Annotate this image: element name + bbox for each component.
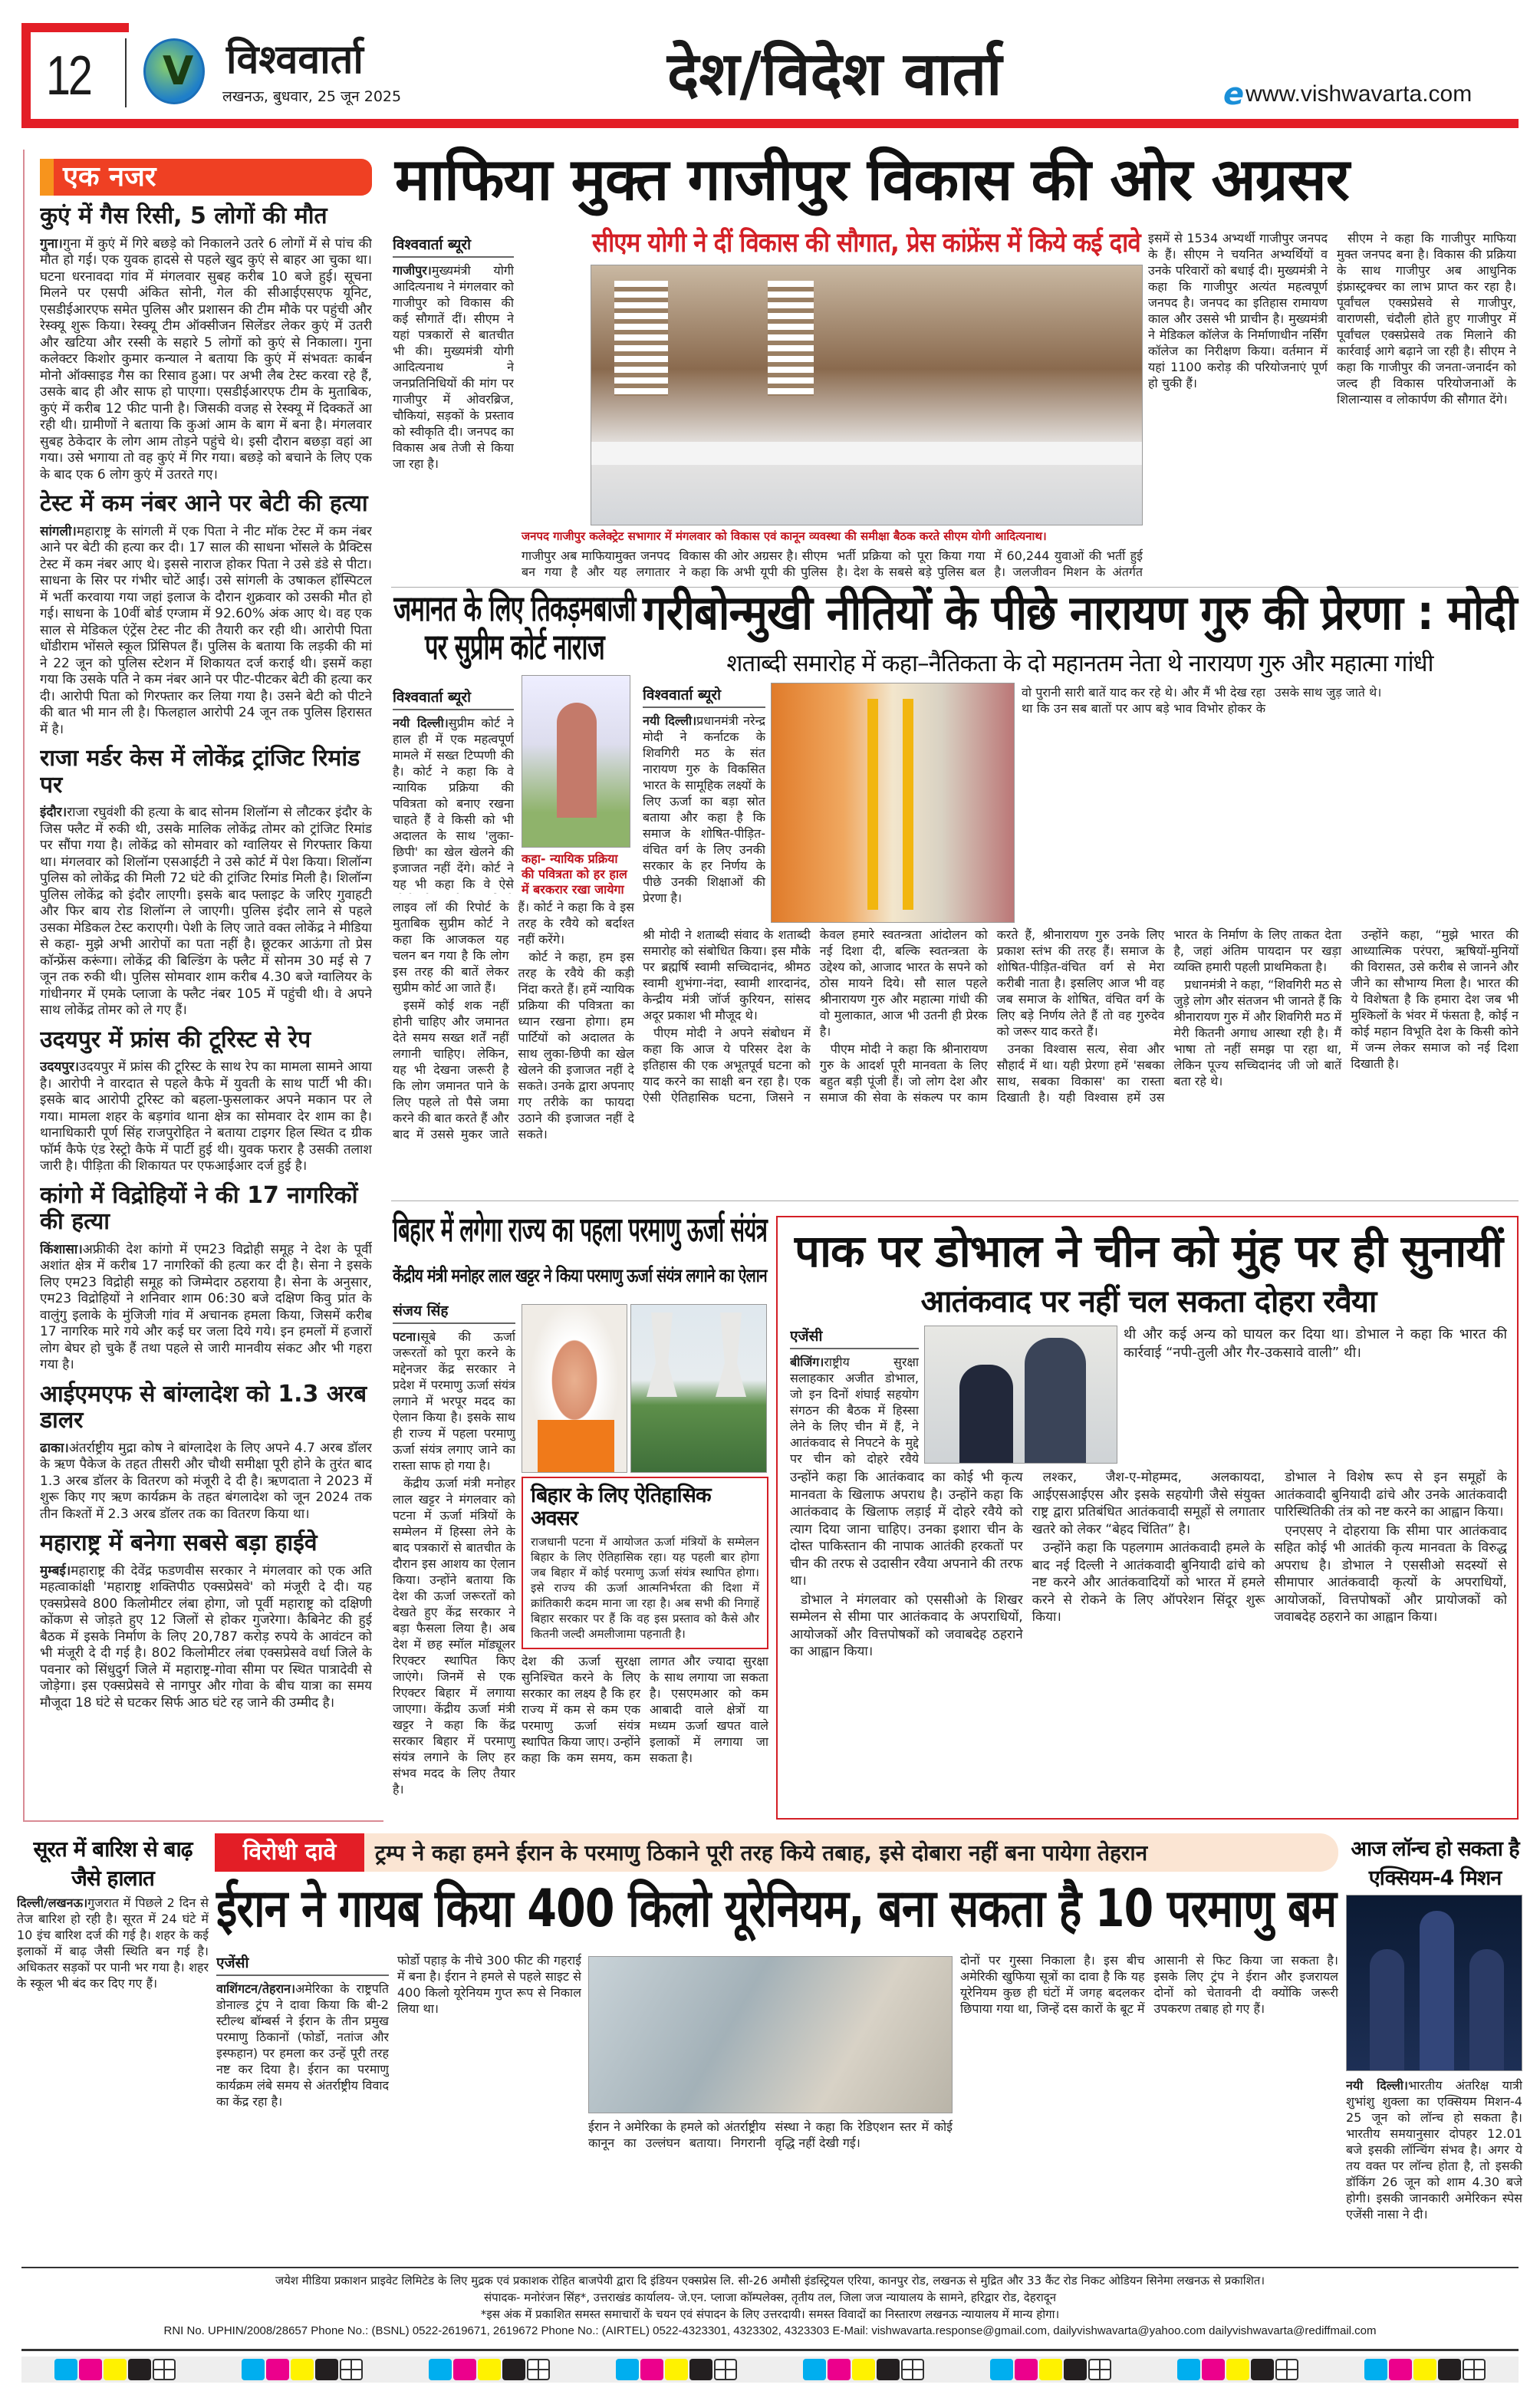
story-paragraph: श्री मोदी ने शताब्दी संवाद के शताब्दी समारोह को संबोधित किया। इस मौके पर ब्रह्मर्षि स्वामी सच्चिदानंद, श्रीमठ स्वामी शुभंगा-नंदा, स्वामी शारदानंद, केन्द्रीय मंत्री जॉर्ज कुरियन, सांसद अदूर प्रकाश भी मौजूद थे। xyxy=(643,927,811,1023)
story-paragraph: नयी दिल्ली।प्रधानमंत्री नरेन्द्र मोदी ने कर्नाटक के शिवगिरी मठ के संत नारायण गुरु के विकसित भारत के सामूहिक लक्ष्यों के लिए ऊर्जा का बड़ा स्रोत बताया और कहा है कि समाज के शोषित-पीड़ित-वंचित वर्ग के लिए उनकी सरकार के हर निर्णय के पीछे उनकी शिक्षाओं की प्रेरणा है। xyxy=(643,713,765,905)
lead-right-columns xyxy=(1148,230,1516,583)
header-red-left-bar xyxy=(21,23,31,128)
dobhal-wang-yi-photo xyxy=(924,1326,1117,1464)
story-paragraph: देश की ऊर्जा सुरक्षा सुनिश्चित करने के लिए सरकार का लक्ष्य है कि हर राज्य में कम से कम एक परमाणु ऊर्जा संयंत्र स्थापित किया जाए। उन्होंने कहा कि कम समय, कम लागत और ज्यादा सुरक्षा के साथ लगाया जा सकता है। एसएमआर को कम आबादी वाले क्षेत्रों या मध्यम ऊर्जा खपत वाले इलाकों में लगाया जा सकता है। xyxy=(522,1654,768,1765)
byline: एजेंसी xyxy=(790,1326,919,1349)
byline: विश्ववार्ता ब्यूरो xyxy=(393,687,514,710)
story-paragraph: एनएसए ने दोहराया कि सीमा पार आतंकवाद सहित कोई भी आतंकी कृत्य मानवता के विरुद्ध अपराध है। डोभाल ने एससीओ सदस्यों से सीमापार आतंकवादी कृत्यों के अपराधियों, आयोजकों, वित्तपोषकों और प्रायोजकों को जवाबदेह ठहराने का आह्वान किया। xyxy=(1274,1523,1507,1625)
ek-nazar-story-title: महाराष्ट्र में बनेगा सबसे बड़ा हाईवे xyxy=(40,1530,318,1556)
surat-body xyxy=(17,1895,209,2263)
story-paragraph: नयी दिल्ली।भारतीय अंतरिक्ष यात्री शुभांशु शुक्ला का एक्सियम मिशन-4 25 जून को लॉन्च हो सकता है। भारतीय समयानुसार दोपहर 12.01 बजे इसकी लॉन्चिंग संभव है। अगर ये तय वक्त पर लॉन्च होता है, तो इसकी डॉकिंग 26 जून को शाम 4.30 बजे होगी। इसकी जानकारी अमेरिकन स्पेस एजेंसी नासा ने दी। xyxy=(1346,2078,1522,2222)
axiom-body xyxy=(1346,2077,1522,2263)
modi-left-column xyxy=(643,684,765,922)
byline: संजय सिंह xyxy=(393,1300,515,1324)
story-paragraph: डोभाल ने मंगलवार को एससीओ के शिखर सम्मेलन से सीमा पार आतंकवाद के अपराधियों, आयोजकों और वित्तपोषकों को जवाबदेह ठहराने का आह्वान किया। xyxy=(790,1592,1023,1659)
story-paragraph: वो पुरानी सारी बातें याद कर रहे थे। और मैं भी देख रहा था कि उन सब बातों पर आप बड़े भाव विभोर होकर के उसके साथ जुड़ जाते थे। xyxy=(1022,685,1382,716)
color-swatch xyxy=(478,2359,501,2380)
color-swatch-group xyxy=(1177,2359,1298,2380)
ek-nazar-frame-bottom xyxy=(23,1820,383,1822)
ek-nazar-story-body xyxy=(40,524,372,739)
axiom-crew-photo xyxy=(1346,1895,1522,2071)
story-paragraph: थी और कई अन्य को घायल कर दिया था। डोभाल ने कहा कि भारत की कार्रवाई “नपी-तुली और गैर-उकसावे वाली” थी। xyxy=(1124,1326,1507,1361)
color-swatch xyxy=(665,2359,688,2380)
color-swatch-group xyxy=(242,2359,363,2380)
color-swatch xyxy=(1389,2359,1412,2380)
dateline: किंशासा। xyxy=(40,1241,83,1257)
color-swatch-group xyxy=(990,2359,1111,2380)
color-swatch xyxy=(640,2359,663,2380)
lead-photo-caption: जनपद गाजीपुर कलेक्ट्रेट सभागार में मंगलवार को विकास एवं कानून व्यवस्था की समीक्षा बैठक करते सीएम योगी आदित्यनाथ। xyxy=(522,529,1047,543)
modi-photo xyxy=(771,683,1015,923)
color-swatch xyxy=(79,2359,102,2380)
imprint-line-4: RNI No. UPHIN/2008/28657 Phone No.: (BSNL) 0522-2619671, 2619672 Phone No.: (AIRTEL) 0522-4323301, 4323302, 4323303 E-Mail: vishwavarta.response@gmail.com, dailyvishwavarta@yahoo.com dailyvishwavarta@rediffmail.com xyxy=(163,2324,1377,2337)
ek-nazar-story-title: कुएं में गैस रिसी, 5 लोगों की मौत xyxy=(40,203,327,229)
story-paragraph: ढाका।अंतर्राष्ट्रीय मुद्रा कोष ने बांग्लादेश के लिए अपने 4.7 अरब डॉलर के ऋण पैकेज के तहत तीसरी और चौथी समीक्षा पूरी होने के तुरंत बाद 1.3 अरब डॉलर के वितरण को मंजूरी दे दी है। ऋणदाता ने 2023 में शुरू किए गए ऋण कार्यक्रम के तहत बंगलादेश को जून 2024 तक तीन किश्तों में 2.3 अरब डॉलर तक का वितरण किया था। xyxy=(40,1440,372,1522)
sc-body xyxy=(393,899,634,1191)
dateline: इंदौर। xyxy=(40,805,67,820)
ek-nazar-story-title: आईएमएफ से बांग्लादेश को 1.3 अरब डालर xyxy=(40,1380,367,1434)
color-swatch xyxy=(242,2359,265,2380)
story-paragraph: इसमें कोई शक नहीं होनी चाहिए और जमानत देते समय सख्त शर्तें नहीं लगानी चाहिए। लेकिन, यह भी देखना जरूरी है कि लोग जमानत पाने के लिए पहले तो पैसे जमा करने की बात करते हैं और बाद में उससे मुकर जाते हैं। कोर्ट ने कहा कि वे इस तरह के रवैये को बर्दाश्त नहीं करेंगे। xyxy=(393,900,634,1141)
color-swatch xyxy=(1064,2359,1087,2380)
color-swatch-group xyxy=(54,2359,176,2380)
color-swatch xyxy=(803,2359,826,2380)
ek-nazar-story-title: उदयपुर में फ्रांस की टूरिस्ट से रेप xyxy=(40,1026,311,1053)
website-link[interactable]: e www.vishwavarta.com xyxy=(1223,77,1473,112)
lead-headline: माफिया मुक्त गाजीपुर विकास की ओर अग्रसर xyxy=(395,145,1349,213)
color-swatch xyxy=(990,2359,1013,2380)
khattar-photo xyxy=(522,1304,627,1473)
iran-headline: ईरान ने गायब किया 400 किलो यूरेनियम, बना सकता है 10 परमाणु बम xyxy=(216,1879,1337,1939)
color-swatch xyxy=(453,2359,476,2380)
color-swatch xyxy=(877,2359,900,2380)
iran-under-photo xyxy=(588,2119,953,2263)
dateline: उदयपुर। xyxy=(40,1059,80,1075)
color-swatch xyxy=(1226,2359,1249,2380)
bihar-box-title: बिहार के लिए ऐतिहासिक अवसर xyxy=(531,1484,711,1530)
imprint xyxy=(21,2272,1519,2340)
registration-mark-icon xyxy=(714,2359,737,2380)
color-swatch xyxy=(291,2359,314,2380)
story-paragraph: पीएम मोदी ने अपने संबोधन में कहा कि आज ये परिसर देश के इतिहास की एक अभूतपूर्व घटना को याद करने का साक्षी बन रहा है। एक ऐसी ऐतिहासिक घटना, जिसने न केवल हमारे स्वतन्त्रता आंदोलन को नई दिशा दी, बल्कि स्वतन्त्रता के उद्देश्य को, आजाद भारत के सपने को ठोस मायने दिये। सौ साल पहले श्रीनारायण गुरु और महात्मा गांधी की वो मुलाकात, आज भी उतनी ही प्रेरक है। xyxy=(643,927,988,1105)
color-swatch xyxy=(429,2359,452,2380)
registration-mark-icon xyxy=(153,2359,176,2380)
byline: विश्ववार्ता ब्यूरो xyxy=(643,684,765,708)
imprint-line-3: *इस अंक में प्रकाशित समस्त समाचारों के चयन एवं संपादन के लिए उत्तरदायी। समस्त विवादों का निस्तारण लखनऊ न्यायालय में मान्य होगा। xyxy=(480,2307,1060,2321)
story-paragraph: वाशिंगटन/तेहरान।अमेरिका के राष्ट्रपति डोनाल्ड ट्रंप ने दावा किया कि बी-2 स्टील्थ बॉम्बर्स ने ईरान के तीन प्रमुख परमाणु ठिकानों (फोर्डो, नतांज और इस्फहान) पर हमला कर उन्हें पूरी तरह नष्ट कर दिया है। ईरान का परमाणु कार्यक्रम लंबे समय से अंतर्राष्ट्रीय विवाद का केंद्र रहा है। xyxy=(216,1981,389,2109)
ek-nazar-story-body xyxy=(40,805,372,1019)
dobhal-left-column xyxy=(790,1326,919,1465)
ek-nazar-story-body xyxy=(40,236,372,484)
dateline: गाजीपुर। xyxy=(393,263,432,278)
byline: विश्ववार्ता ब्यूरो xyxy=(393,234,514,258)
registration-mark-icon xyxy=(1275,2359,1298,2380)
modi-body xyxy=(643,927,1519,1191)
ek-nazar-frame xyxy=(23,150,25,1822)
lead-body-under-photo xyxy=(522,548,1143,585)
ek-nazar-story-body xyxy=(40,1242,372,1374)
story-paragraph: मुम्बई।महाराष्ट्र की देवेंद्र फडणवीस सरकार ने मंगलवार को एक अति महत्वाकांक्षी 'महाराष्ट्र शक्तिपीठ एक्सप्रेसवे' को मंजूरी दे दी। यह एक्सप्रेसवे 800 किलोमीटर लंबा होगा, जो पूर्वी महाराष्ट्र को दक्षिणी कोंकण से जोड़ते हुए 12 जिलों से होकर गुजरेगा। कैबिनेट की हुई बैठक में इसके निर्माण के लिए 20,787 करोड़ रुपये के आवंटन को भी मंजूरी दे दी गई है। 802 किलोमीटर लंबा एक्सप्रेसवे वर्धा जिले के पवनार को सिंधुदुर्ग जिले में महाराष्ट्र-गोवा सीमा पर स्थित पात्रादेवी से जोड़ेगा। इस एक्सप्रेसवे से नागपुर और गोवा के बीच यात्रा का समय मौजूदा 18 घंटे से घटकर सिर्फ आठ घंटे रह जाने की उम्मीद है। xyxy=(40,1563,372,1711)
story-paragraph: दिल्ली/लखनऊ।गुजरात में पिछले 2 दिन से तेज बारिश हो रही है। सूरत में 24 घंटे में 10 इंच बारिश दर्ज की गई है। शहर के कई इलाकों में बाढ़ जैसी स्थिति बन गई है। अधिकतर सड़कों पर पानी भर गया है। शहर के स्कूल भी बंद कर दिए गए हैं। xyxy=(17,1895,209,1991)
iran-column-2 xyxy=(397,1952,581,2263)
color-swatch xyxy=(266,2359,289,2380)
story-paragraph: किंशासा।अफ्रीकी देश कांगो में एम23 विद्रोही समूह ने देश के पूर्वी अशांत क्षेत्र में करीब 17 नागरिकों की हत्या कर दी है। सेना ने इसके लिए एम23 विद्रोही समूह को जिम्मेदार ठहराया है। सेना के अनुसार, एम23 विद्रोहियों ने शनिवार शाम 06:30 बजे दक्षिण किवु प्रांत के वालुंगु इलाके के मुंजिजी गांव में अचानक हमला किया, जिसमें करीब 17 नागरिक मारे गये और कई घर जला दिये गये। इन हमलों में हजारों लोग बेघर हो चुके हैं तथा पहले से जारी मानवीय संकट और भी गहरा गया है। xyxy=(40,1241,372,1372)
sc-photo-supreme-court xyxy=(522,675,630,848)
modi-right-columns xyxy=(1022,684,1519,922)
dobhal-headline: पाक पर डोभाल ने चीन को मुंह पर ही सुनायीं xyxy=(795,1225,1502,1277)
ek-nazar-story-body xyxy=(40,1563,372,1712)
dateline: नयी दिल्ली। xyxy=(1346,2078,1408,2093)
story-paragraph: डोभाल ने विशेष रूप से इन समूहों के आतंकवादी बुनियादी ढांचे और उनके आतंकवादी पारिस्थितिकी तंत्र को नष्ट करने का आह्वान किया। xyxy=(1274,1470,1507,1520)
registration-mark-icon xyxy=(901,2359,924,2380)
ek-nazar-story-title: टेस्ट में कम नंबर आने पर बेटी की हत्या xyxy=(40,490,368,517)
divider xyxy=(391,1200,1519,1201)
paper-name: विश्ववार्ता xyxy=(226,37,364,83)
story-paragraph: प्रधानमंत्री ने कहा, “शिवगिरी मठ से जुड़े लोग और संतजन भी जानते हैं कि श्रीनारायण गुरु में और शिवगिरी मठ में मेरी कितनी अगाध आस्था रही है। मैं भाषा तो नहीं समझ पा रहा था, लेकिन पूज्य सच्चिदानंद जी जो बातें बता रहे थे। xyxy=(1173,977,1342,1089)
story-paragraph: बीजिंग।राष्ट्रीय सुरक्षा सलाहकार अजीत डोभाल, जो इन दिनों शंघाई सहयोग संगठन की बैठक में हिस्सा लेने के लिए चीन में हैं, ने आतंकवाद से निपटने के मुद्दे पर चीन को दोहरे रवैये xyxy=(790,1355,919,1465)
color-swatch xyxy=(616,2359,639,2380)
footer-rule-2 xyxy=(21,2349,1519,2351)
story-paragraph: लाइव लॉ की रिपोर्ट के मुताबिक सुप्रीम कोर्ट ने कहा कि आजकल यह चलन बन गया है कि लोग इस तरह की बातें लेकर सुप्रीम कोर्ट आ जाते हैं। xyxy=(393,900,509,995)
color-swatch xyxy=(1015,2359,1038,2380)
dateline: सांगली। xyxy=(40,523,77,539)
dateline: दिल्ली/लखनऊ। xyxy=(17,1895,88,1910)
iran-kicker-bar xyxy=(215,1833,1338,1872)
color-swatch xyxy=(128,2359,151,2380)
color-swatch-group xyxy=(803,2359,924,2380)
browser-e-icon: e xyxy=(1223,77,1245,112)
ek-nazar-story-body xyxy=(40,1441,372,1523)
iran-right-columns xyxy=(960,1952,1338,2263)
modi-subheadline: शताब्दी समारोह में कहा–नैतिकता के दो महानतम नेता थे नारायण गुरु और महात्मा गांधी xyxy=(726,650,1433,677)
color-swatch xyxy=(1364,2359,1387,2380)
story-paragraph: फोर्डो पहाड़ के नीचे 300 फीट की गहराई में बना है। ईरान ने हमले से पहले साइट से 400 किलो यूरेनियम गुप्त रूप से निकाल लिया था। xyxy=(397,1953,581,2016)
color-swatch-group xyxy=(616,2359,737,2380)
story-paragraph: नयी दिल्ली।सुप्रीम कोर्ट ने हाल ही में एक महत्वपूर्ण मामले में सख्त टिप्पणी की है। कोर्ट ने कहा कि वे न्यायिक प्रक्रिया की पवित्रता को बनाए रखना चाहते हैं वे किसी को भी अदालत के साथ 'लुका-छिपी' का खेल खेलने की इजाजत नहीं देंगे। कोर्ट ने यह भी कहा कि वे ऐसे xyxy=(393,716,514,891)
imprint-line-2: संपादक- मनोरंजन सिंह*, उत्तराखंड कार्यालय- जे.एन. प्लाजा कॉम्पलेक्स, तृतीय तल, जिला जज न्यायालय के सामने, हरिद्वार रोड, देहरादून xyxy=(483,2291,1057,2304)
bihar-subheadline: केंद्रीय मंत्री मनोहर लाल खट्टर ने किया परमाणु ऊर्जा संयंत्र लगाने का ऐलान xyxy=(393,1265,767,1286)
bihar-box-text: राजधानी पटना में आयोजत ऊर्जा मंत्रियों के सम्मेलन बिहार के लिए ऐतिहासिक रहा। यह पहली बार होगा जब बिहार में कोई परमाणु ऊर्जा संयंत्र स्थापित होगा। इसे राज्य की ऊर्जा आत्मनिर्भरता की दिशा में क्रांतिकारी कदम माना जा रहा है। अब सभी की निगाहें बिहार सरकार पर हैं कि वह इस प्रस्ताव को कैसे और कितनी जल्दी अमलीजामा पहनाती है। xyxy=(531,1535,759,1642)
story-paragraph: सांगली।महाराष्ट्र के सांगली में एक पिता ने नीट मॉक टेस्ट में कम नंबर आने पर बेटी की हत्या कर दी। 17 साल की साधना भोंसले के प्रैक्टिस टेस्ट में कम नंबर आए थे। इससे नाराज होकर पिता ने उसे डंडे से पीटा। साधना के सिर पर गंभीर चोटें आईं। उसे सांगली के उषाकल हॉस्पिटल में भर्ती करवाया गया जहां इलाज के दौरान शुक्रवार को उसकी मौत हो गई। साधना के 10वीं बोर्ड एग्जाम में 92.60% अंक आए थे। वह एक साल से मेडिकल एंट्रेंस टेस्ट नीट की तैयारी कर रही थी। आरोपी पिता धोंडीराम भोंसले स्कूल प्रिंसिपल हैं। पुलिस के बताया कि लड़की की मां ने 22 जून को पुलिस स्टेशन में शिकायत दर्ज कराई थी। इसमें कहा गया कि उसके पति ने कम नंबर आने पर पीट-पीटकर बेटी की हत्या कर दी। आरोपी पिता को गिरफ्तार कर लिया गया है। उसने बेटी को पीटने की बात भी मान ली है। फिलहाल आरोपी 24 जून तक पुलिस हिरासत में है। xyxy=(40,523,372,737)
imprint-line-1: जयेश मीडिया प्रकाशन प्राइवेट लिमिटेड के लिए मुद्रक एवं प्रकाशक रोहित बाजपेयी द्वारा दि इंडियन एक्सप्रेस लि. सी-26 अमौसी इंडस्ट्रियल एरिया, कानपुर रोड, लखनऊ से मुद्रित और 33 कैंट रोड निकट ओडियन सिनेमा लखनऊ से प्रकाशित। xyxy=(275,2274,1265,2287)
color-swatch xyxy=(104,2359,127,2380)
ek-nazar-story-title: राजा मर्डर केस में लोकेंद्र ट्रांजिट रिमांड पर xyxy=(40,745,360,799)
dateline: पटना। xyxy=(393,1329,421,1344)
nuclear-plant-photo xyxy=(630,1304,767,1473)
registration-mark-icon xyxy=(1088,2359,1111,2380)
color-swatch xyxy=(1251,2359,1274,2380)
page-number: 12 xyxy=(46,45,90,107)
ek-nazar-label: एक नजर xyxy=(40,159,372,196)
bihar-body xyxy=(522,1653,768,1818)
sc-headline: जमानत के लिए तिकड़मबाजी पर सुप्रीम कोर्ट नाराज xyxy=(393,588,636,667)
lead-left-column xyxy=(393,234,514,541)
story-paragraph: सीएम ने कहा कि गाजीपुर माफिया मुक्त जनपद बना है। विकास की प्रक्रिया के साथ गाजीपुर अब आधुनिक इंफ्रास्ट्रक्चर का लाभ प्राप्त कर रहा है। पूर्वांचल एक्सप्रेसवे से गाजीपुर, वाराणसी, चंदौली होते हुए गाजीपुर में पूर्वांचल एक्सप्रेसवे तक मिलाने की कार्रवाई आगे बढ़ाने जा रही है। सीएम ने कहा कि गाजीपुर की जनता-जनार्दन को जल्द ही विकास परियोजनाओं के शिलान्यास व लोकार्पण की सौगात देंगे। xyxy=(1337,231,1516,407)
color-swatch xyxy=(54,2359,77,2380)
registration-mark-icon xyxy=(527,2359,550,2380)
dateline: मुम्बई। xyxy=(40,1563,71,1579)
color-swatch xyxy=(689,2359,712,2380)
axiom-headline: आज लॉन्च हो सकता है एक्सियम-4 मिशन xyxy=(1351,1837,1519,1890)
dateline: नयी दिल्ली। xyxy=(643,713,697,728)
color-swatch-group xyxy=(429,2359,550,2380)
color-swatch xyxy=(1438,2359,1461,2380)
color-swatch-group xyxy=(1364,2359,1486,2380)
story-paragraph: पीएम मोदी ने कहा कि श्रीनारायण गुरु के आदर्श पूरी मानवता के लिए बहुत बड़ी पूंजी हैं। जो लोग देश और समाज की सेवा के संकल्प पर काम करते हैं, श्रीनारायण गुरु उनके लिए प्रकाश स्तंभ की तरह हैं। समाज के शोषित-पीड़ित-वंचित वर्ग से मेरा करीबी नाता है। इसलिए आज भी वह जब समाज के शोषित, वंचित वर्ग के लिए बड़े निर्णय लेते हैं तो वह गुरुदेव को जरूर याद करते हैं। xyxy=(819,927,1165,1105)
ek-nazar-story-title: कांगो में विद्रोहियों ने की 17 नागरिकों की हत्या xyxy=(40,1181,358,1235)
bihar-headline: बिहार में लगेगा राज्य का पहला परमाणु ऊर्जा संयंत्र xyxy=(393,1210,768,1250)
ek-nazar-story-body xyxy=(40,1059,372,1175)
logo-icon: V xyxy=(143,38,205,104)
header-date: लखनऊ, बुधवार, 25 जून 2025 xyxy=(222,88,402,105)
dobhal-right-column xyxy=(1124,1326,1507,1465)
lead-photo-press-meeting xyxy=(591,265,1143,525)
registration-mark-icon xyxy=(1463,2359,1486,2380)
sc-left-column xyxy=(393,687,514,894)
dobhal-subheadline: आतंकवाद पर नहीं चल सकता दोहरा रवैया xyxy=(920,1284,1377,1319)
story-paragraph: गाजीपुर।मुख्यमंत्री योगी आदित्यनाथ ने मंगलवार को गाजीपुर को विकास की कई सौगातें दीं। सीएम ने यहां पत्रकारों से बातचीत भी की। मुख्यमंत्री योगी आदित्यनाथ ने जनप्रतिनिधियों की मांग पर गाजीपुर में ओवरब्रिज, चौकियां, सड़कों के प्रस्ताव को स्वीकृति दी। जनपद का विकास अब तेजी से किया जा रहा है। xyxy=(393,263,514,471)
header-red-bottom-bar xyxy=(21,119,1519,128)
iran-tag: विरोधी दावे xyxy=(215,1833,364,1872)
lead-kicker: सीएम योगी ने दीं विकास की सौगात, प्रेस कांफ्रेंस में किये कई दावे xyxy=(592,228,1140,259)
story-paragraph: लश्कर, जैश-ए-मोहम्मद, अलकायदा, आईएसआईएस और इसके सहयोगी जैसे संयुक्त राष्ट्र द्वारा प्रतिबंधित आतंकवादी समूहों से लगातार खतरे को लेकर “बेहद चिंतित” है। xyxy=(1032,1470,1265,1537)
story-paragraph: उदयपुर।उदयपुर में फ्रांस की टूरिस्ट के साथ रेप का मामला सामने आया है। आरोपी ने वारदात से पहले कैफे में युवती के साथ पार्टी भी की। इसके बाद आरोपी टूरिस्ट को बहला-फुसलाकर अपने मकान पर ले गया। मामला शहर के बड़गांव थाना क्षेत्र का सोमवार देर शाम का है। थानाधिकारी पूर्ण सिंह राजपुरोहित ने बताया टाइगर हिल स्थित द ग्रीक फॉर्म कैफे एंड रेस्ट्रो कैफे में पार्टी हुई थी। युवक फरार है उसकी तलाश जारी है। पीड़िता की शिकायत पर एफआईआर दर्ज हुई है। xyxy=(40,1059,372,1174)
color-swatch xyxy=(1413,2359,1436,2380)
bihar-info-box xyxy=(522,1477,768,1649)
color-swatch xyxy=(502,2359,525,2380)
registration-color-bars xyxy=(21,2357,1519,2383)
sc-caption: कहा- न्यायिक प्रक्रिया की पवित्रता को हर हाल में बरकरार रखा जायेगा xyxy=(522,851,627,897)
story-paragraph: उन्होंने कहा, “मुझे भारत की आध्यात्मिक परंपरा, ऋषियों-मुनियों की विरासत, उसे करीब से जानने और जीने का सौभाग्य मिला है। भारत की ये विशेषता है कि हमारा देश जब भी मुश्किलों के भंवर में फंसता है, कोई न कोई महान विभूति देश के किसी कोने में जन्म लेकर समाज को नई दिशा दिखाती है। xyxy=(1351,927,1519,1071)
dobhal-body xyxy=(790,1469,1507,1813)
header-divider xyxy=(125,38,127,107)
color-swatch xyxy=(1202,2359,1225,2380)
dateline: नयी दिल्ली। xyxy=(393,716,449,730)
registration-mark-icon xyxy=(340,2359,363,2380)
modi-headline: गरीबोन्मुखी नीतियों के पीछे नारायण गुरु की प्रेरणा : मोदी xyxy=(643,585,1517,641)
story-paragraph: उनका विश्वास सत्य, सेवा और सौहार्द में था। यही प्रेरणा हमें 'सबका साथ, सबका विकास' का रास्ता दिखाती है। यही विश्वास हमें उस भारत के निर्माण के लिए ताकत देता है, जहां अंतिम पायदान पर खड़ा व्यक्ति हमारी पहली प्राथमिकता है। xyxy=(996,927,1342,1105)
bihar-left-column xyxy=(393,1300,515,1818)
header-red-top-bar xyxy=(21,23,129,32)
color-swatch xyxy=(1039,2359,1062,2380)
byline: एजेंसी xyxy=(216,1952,389,1976)
surat-headline: सूरत में बारिश से बाढ़ जैसे हालात xyxy=(33,1836,192,1891)
dateline: बीजिंग। xyxy=(790,1355,824,1369)
iran-kicker: ट्रम्प ने कहा हमने ईरान के परमाणु ठिकाने पूरी तरह किये तबाह, इसे दोबारा नहीं बना पायेगा तेहरान xyxy=(375,1840,1148,1866)
story-paragraph: केंद्रीय ऊर्जा मंत्री मनोहर लाल खट्टर ने मंगलवार को पटना में ऊर्जा मंत्रियों के सम्मेलन में हिस्सा लेने के बाद पत्रकारों से बातचीत के दौरान इस आशय का ऐलान किया। उन्होंने बताया कि देश की ऊर्जा जरूरतों को देखते हुए केंद्र सरकार ने बड़ा फैसला लिया है। अब देश में छह स्मॉल मॉड्यूलर रिएक्टर स्थापित किए जाएंगे। जिनमें से एक रिएक्टर बिहार में लगाया जाएगा। केंद्रीय ऊर्जा मंत्री खट्टर ने कहा कि केंद्र सरकार बिहार में परमाणु संयंत्र लगाने के लिए हर संभव मदद के लिए तैयार है। xyxy=(393,1476,515,1797)
fordo-satellite-photo xyxy=(588,1956,953,2113)
story-paragraph: दोनों पर गुस्सा निकाला है। इस बीच अमेरिकी खुफिया सूत्रों का दावा है कि यह यूरेनियम कुछ ही घंटों में जगह बदलकर छिपाया गया था, जिन्हें दस कारों के बूट में आसानी से फिट किया जा सकता है। इसके लिए ट्रंप ने ईरान और इजरायल दोनों को चेतावनी दी क्योंकि जरूरी उपकरण तबाह हो गए हैं। xyxy=(960,1953,1338,2016)
footer-rule xyxy=(21,2267,1519,2268)
story-paragraph: कोर्ट ने कहा, हम इस तरह के रवैये की कड़ी निंदा करते हैं। हमें न्यायिक प्रक्रिया की पवित्रता का ध्यान रखना होगा। हम पार्टियों को अदालत के साथ लुका-छिपी का खेल खेलने की इजाजत नहीं दे सकते। उनके द्वारा अपनाए गए तरीके का फायदा उठाने की इजाजत नहीं दे सकते। xyxy=(518,950,634,1141)
iran-left-column xyxy=(216,1952,389,2263)
story-paragraph: उन्होंने कहा कि पहलगाम आतंकवादी हमले के बाद नई दिल्ली ने आतंकवादी बुनियादी ढांचे को नष्ट करने और आतंकवादियों को भारत में हमले करने से रोकने के लिए ऑपरेशन सिंदूर शुरू किया। xyxy=(1032,1540,1265,1625)
story-paragraph: इंदौर।राजा रघुवंशी की हत्या के बाद सोनम शिलॉन्ग से लौटकर इंदौर के जिस फ्लैट में रुकी थी, उसके मालिक लोकेंद्र तोमर को ट्रांजिट रिमांड पर सौंपा गया है। लोकेंद्र को सोमवार को ग्वालियर से गिरफ्तार किया था। मंगलवार को शिलॉन्ग एसआईटी ने उसे कोर्ट में पेश किया। शिलॉन्ग पुलिस को लोकेंद्र की मिली 72 घंटे की ट्रांजिट रिमांड मिली है। शिलॉन्ग पुलिस लोकेंद्र को इंदौर लाएगी। इसके बाद फ्लाइट के जरिए गुवाहटी और फिर बाय रोड शिलॉन्ग ले जाएगी। पुलिस इंदौर लाने से पहले उसका मेडिकल टेस्ट कराएगी। पेशी के लिए जाते वक्त लोकेंद्र ने मीडिया से कहा- मुझे अभी आरोपों का पता नहीं है। छूटकर आऊंगा तो प्रेस कॉन्फ्रेंस करूंगा। लोकेंद्र की बिल्डिंग के फ्लैट में सोनम 30 मई से 7 जून तक रुकी थी। पुलिस सोमवार शाम करीब 4.30 बजे ग्वालियर के गांधीनगर में एमके प्लाजा के फ्लैट नंबर 105 में पहुंची थी। वे अपने साथ लोकेंद्र तोमर को ले गए हैं। xyxy=(40,805,372,1018)
ek-nazar-column xyxy=(40,159,372,1816)
color-swatch xyxy=(852,2359,875,2380)
color-swatch xyxy=(315,2359,338,2380)
dateline: ढाका। xyxy=(40,1440,69,1456)
story-paragraph: गुना।गुना में कुएं में गिरे बछड़े को निकालने उतरे 6 लोगों में से पांच की मौत हो गई। एक युवक हादसे से पहले खुद कुएं से बाहर आ चुका था। घटना धरनावदा गांव में मंगलवार सुबह करीब 10 बजे हुई। सूचना मिलने पर एसपी अंकित सोनी, गेल की सीआईएसएफ यूनिट, एसडीईआरएफ समेत पुलिस और प्रशासन की टीम मौके पर पहुंची और रेस्क्यू शुरू किया। रेस्क्यू टीम ऑक्सीजन सिलेंडर लेकर कुएं में उतरी और खटिया और रस्सी के सहारे 5 लोगों को कुएं से निकाला। गुना कलेक्टर किशोर कुमार कन्याल ने बताया कि कुएं में संभवतः कार्बन मोनो ऑक्साइड गैस का रिसाव हुआ। पर अभी लैब टेस्ट करवा रहे हैं, उसके बाद ही और साफ हो पाएगा। एसडीईआरएफ टीम के मुताबिक, कुएं में करीब 12 फीट पानी है। जिसकी वजह से रेस्क्यू में दिक्कतें आ रही थी। ग्रामीणों ने बताया कि कुआं आम के बाग में बना है। मंगलवार सुबह ठेकेदार के लोग आम तोड़ने पहुंचे थे। इसी दौरान बछड़ा वहां आ गया। उसे भगाया तो वह कुएं में गिर गया। बछड़े को बचाने के लिए एक के बाद एक 6 लोग कुएं में उतरते गए। xyxy=(40,235,372,483)
story-paragraph: गाजीपुर अब माफियामुक्त जनपद बन गया है और यह लगातार विकास की ओर अग्रसर है। सीएम ने कहा कि अभी यूपी की पुलिस भर्ती प्रक्रिया को पूरा किया गया है। देश के सबसे बड़े पुलिस बल में 60,244 युवाओं की भर्ती हुई है। जलजीवन मिशन के अंतर्गत xyxy=(522,548,1143,579)
color-swatch xyxy=(1177,2359,1200,2380)
story-paragraph: इसमें से 1534 अभ्यर्थी गाजीपुर जनपद के हैं। सीएम ने चयनित अभ्यर्थियों व उनके परिवारों को बधाई दी। मुख्यमंत्री ने कहा कि गाजीपुर अत्यंत महत्वपूर्ण जनपद है। जनपद का इतिहास रामायण काल और उससे भी प्राचीन है। मुख्यमंत्री ने मेडिकल कॉलेज के निर्माणाधीन नर्सिंग कॉलेज का निरीक्षण किया। वर्तमान में यहां 1100 करोड़ की परियोजनाएं पूर्ण हो चुकी हैं। xyxy=(1148,231,1328,390)
section-title: देश/विदेश वार्ता xyxy=(667,40,1002,109)
story-paragraph: उन्होंने कहा कि आतंकवाद का कोई भी कृत्य मानवता के खिलाफ अपराध है। उन्होंने कहा कि आतंकवाद के खिलाफ लड़ाई में दोहरे रवैये को त्याग दिया जाना चाहिए। उनका इशारा चीन के दोस्त पाकिस्तान की नापाक आतंकी हरकतों पर चीन की तरफ से उदासीन रवैया अपनाने की तरफ था। xyxy=(790,1470,1023,1589)
dateline: वाशिंगटन/तेहरान। xyxy=(216,1981,296,1996)
story-paragraph: पटना।सूबे की ऊर्जा जरूरतों को पूरा करने के मद्देनजर केंद्र सरकार ने प्रदेश में परमाणु ऊर्जा संयंत्र लगाने में भरपूर मदद का ऐलान किया है। इसके साथ ही राज्य में पहला परमाणु ऊर्जा संयंत्र लगाए जाने का रास्ता साफ हो गया है। xyxy=(393,1329,515,1473)
dateline: गुना। xyxy=(40,235,63,252)
color-swatch xyxy=(828,2359,851,2380)
story-paragraph: ईरान ने अमेरिका के हमले को अंतर्राष्ट्रीय कानून का उल्लंघन बताया। निगरानी संस्था ने कहा कि रेडिएशन स्तर में कोई वृद्धि नहीं देखी गई। xyxy=(588,2119,953,2150)
